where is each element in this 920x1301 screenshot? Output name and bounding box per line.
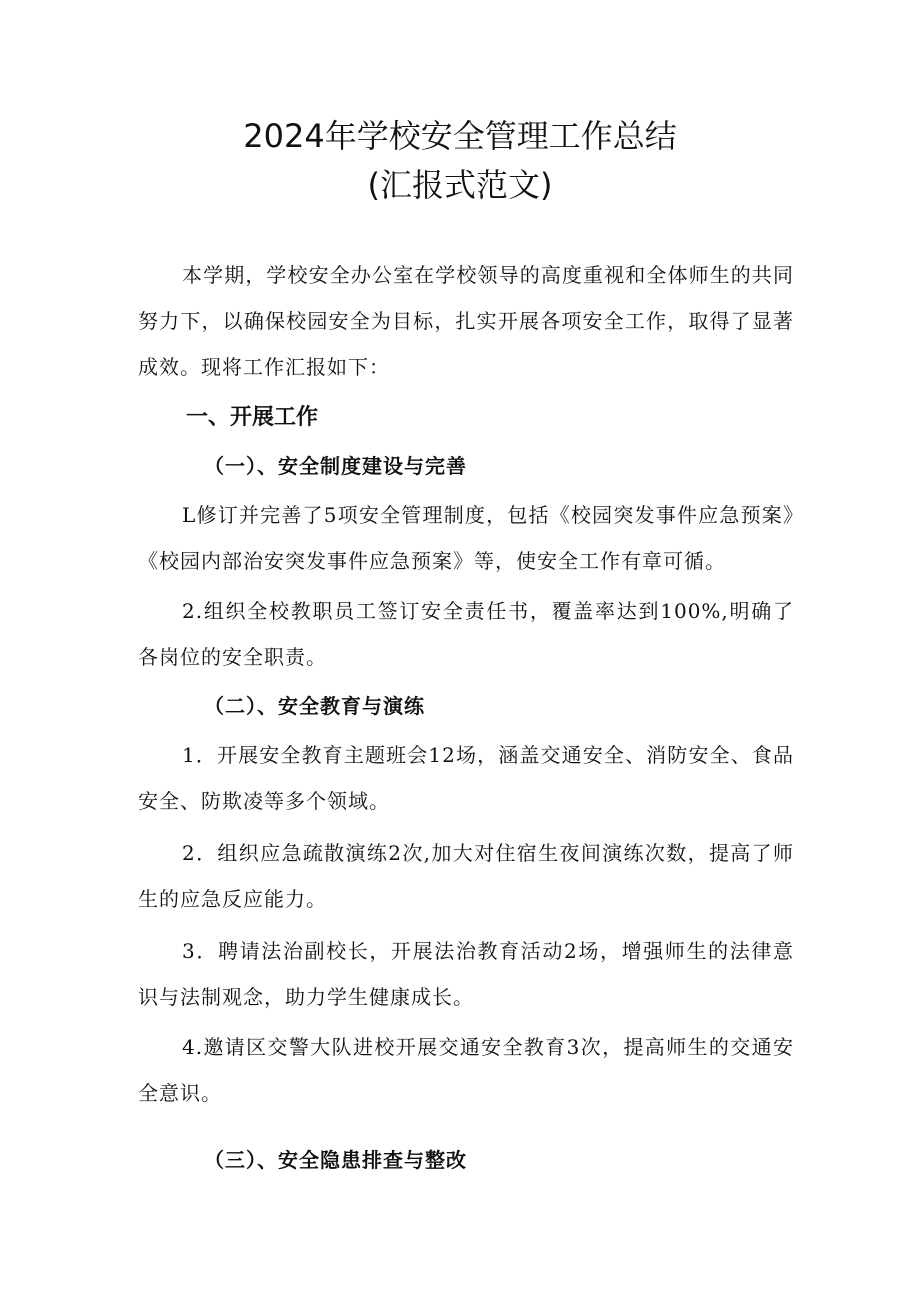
document-subtitle: (汇报式范文) [367,166,553,204]
document-title: 2024年学校安全管理工作总结 [243,117,677,155]
list-item: 2．组织应急疏散演练2次,加大对住宿生夜间演练次数，提高了师生的应急反应能力。 [138,841,794,911]
subsection-heading-1: （一）、安全制度建设与完善 [204,454,467,478]
list-item: 1．开展安全教育主题班会12场，涵盖交通安全、消防安全、食品安全、防欺凌等多个领域。 [138,743,794,813]
list-item: 4.邀请区交警大队进校开展交通安全教育3次，提高师生的交通安全意识。 [138,1035,794,1105]
list-item: 3．聘请法治副校长，开展法治教育活动2场，增强师生的法律意识与法制观念，助力学生健康成长。 [138,939,794,1009]
subsection-heading-2: （二）、安全教育与演练 [204,694,425,718]
intro-paragraph: 本学期，学校安全办公室在学校领导的高度重视和全体师生的共同努力下，以确保校园安全为目标，扎实开展各项安全工作，取得了显著成效。现将工作汇报如下： [138,263,794,379]
section-heading-1: 一、开展工作 [186,405,319,430]
list-item: 2.组织全校教职员工签订安全责任书，覆盖率达到100%,明确了各岗位的安全职责。 [138,599,794,669]
subsection-heading-3: （三）、安全隐患排查与整改 [204,1148,467,1172]
list-item: L修订并完善了5项安全管理制度，包括《校园突发事件应急预案》《校园内部治安突发事件应急预案》等，使安全工作有章可循。 [138,503,794,573]
